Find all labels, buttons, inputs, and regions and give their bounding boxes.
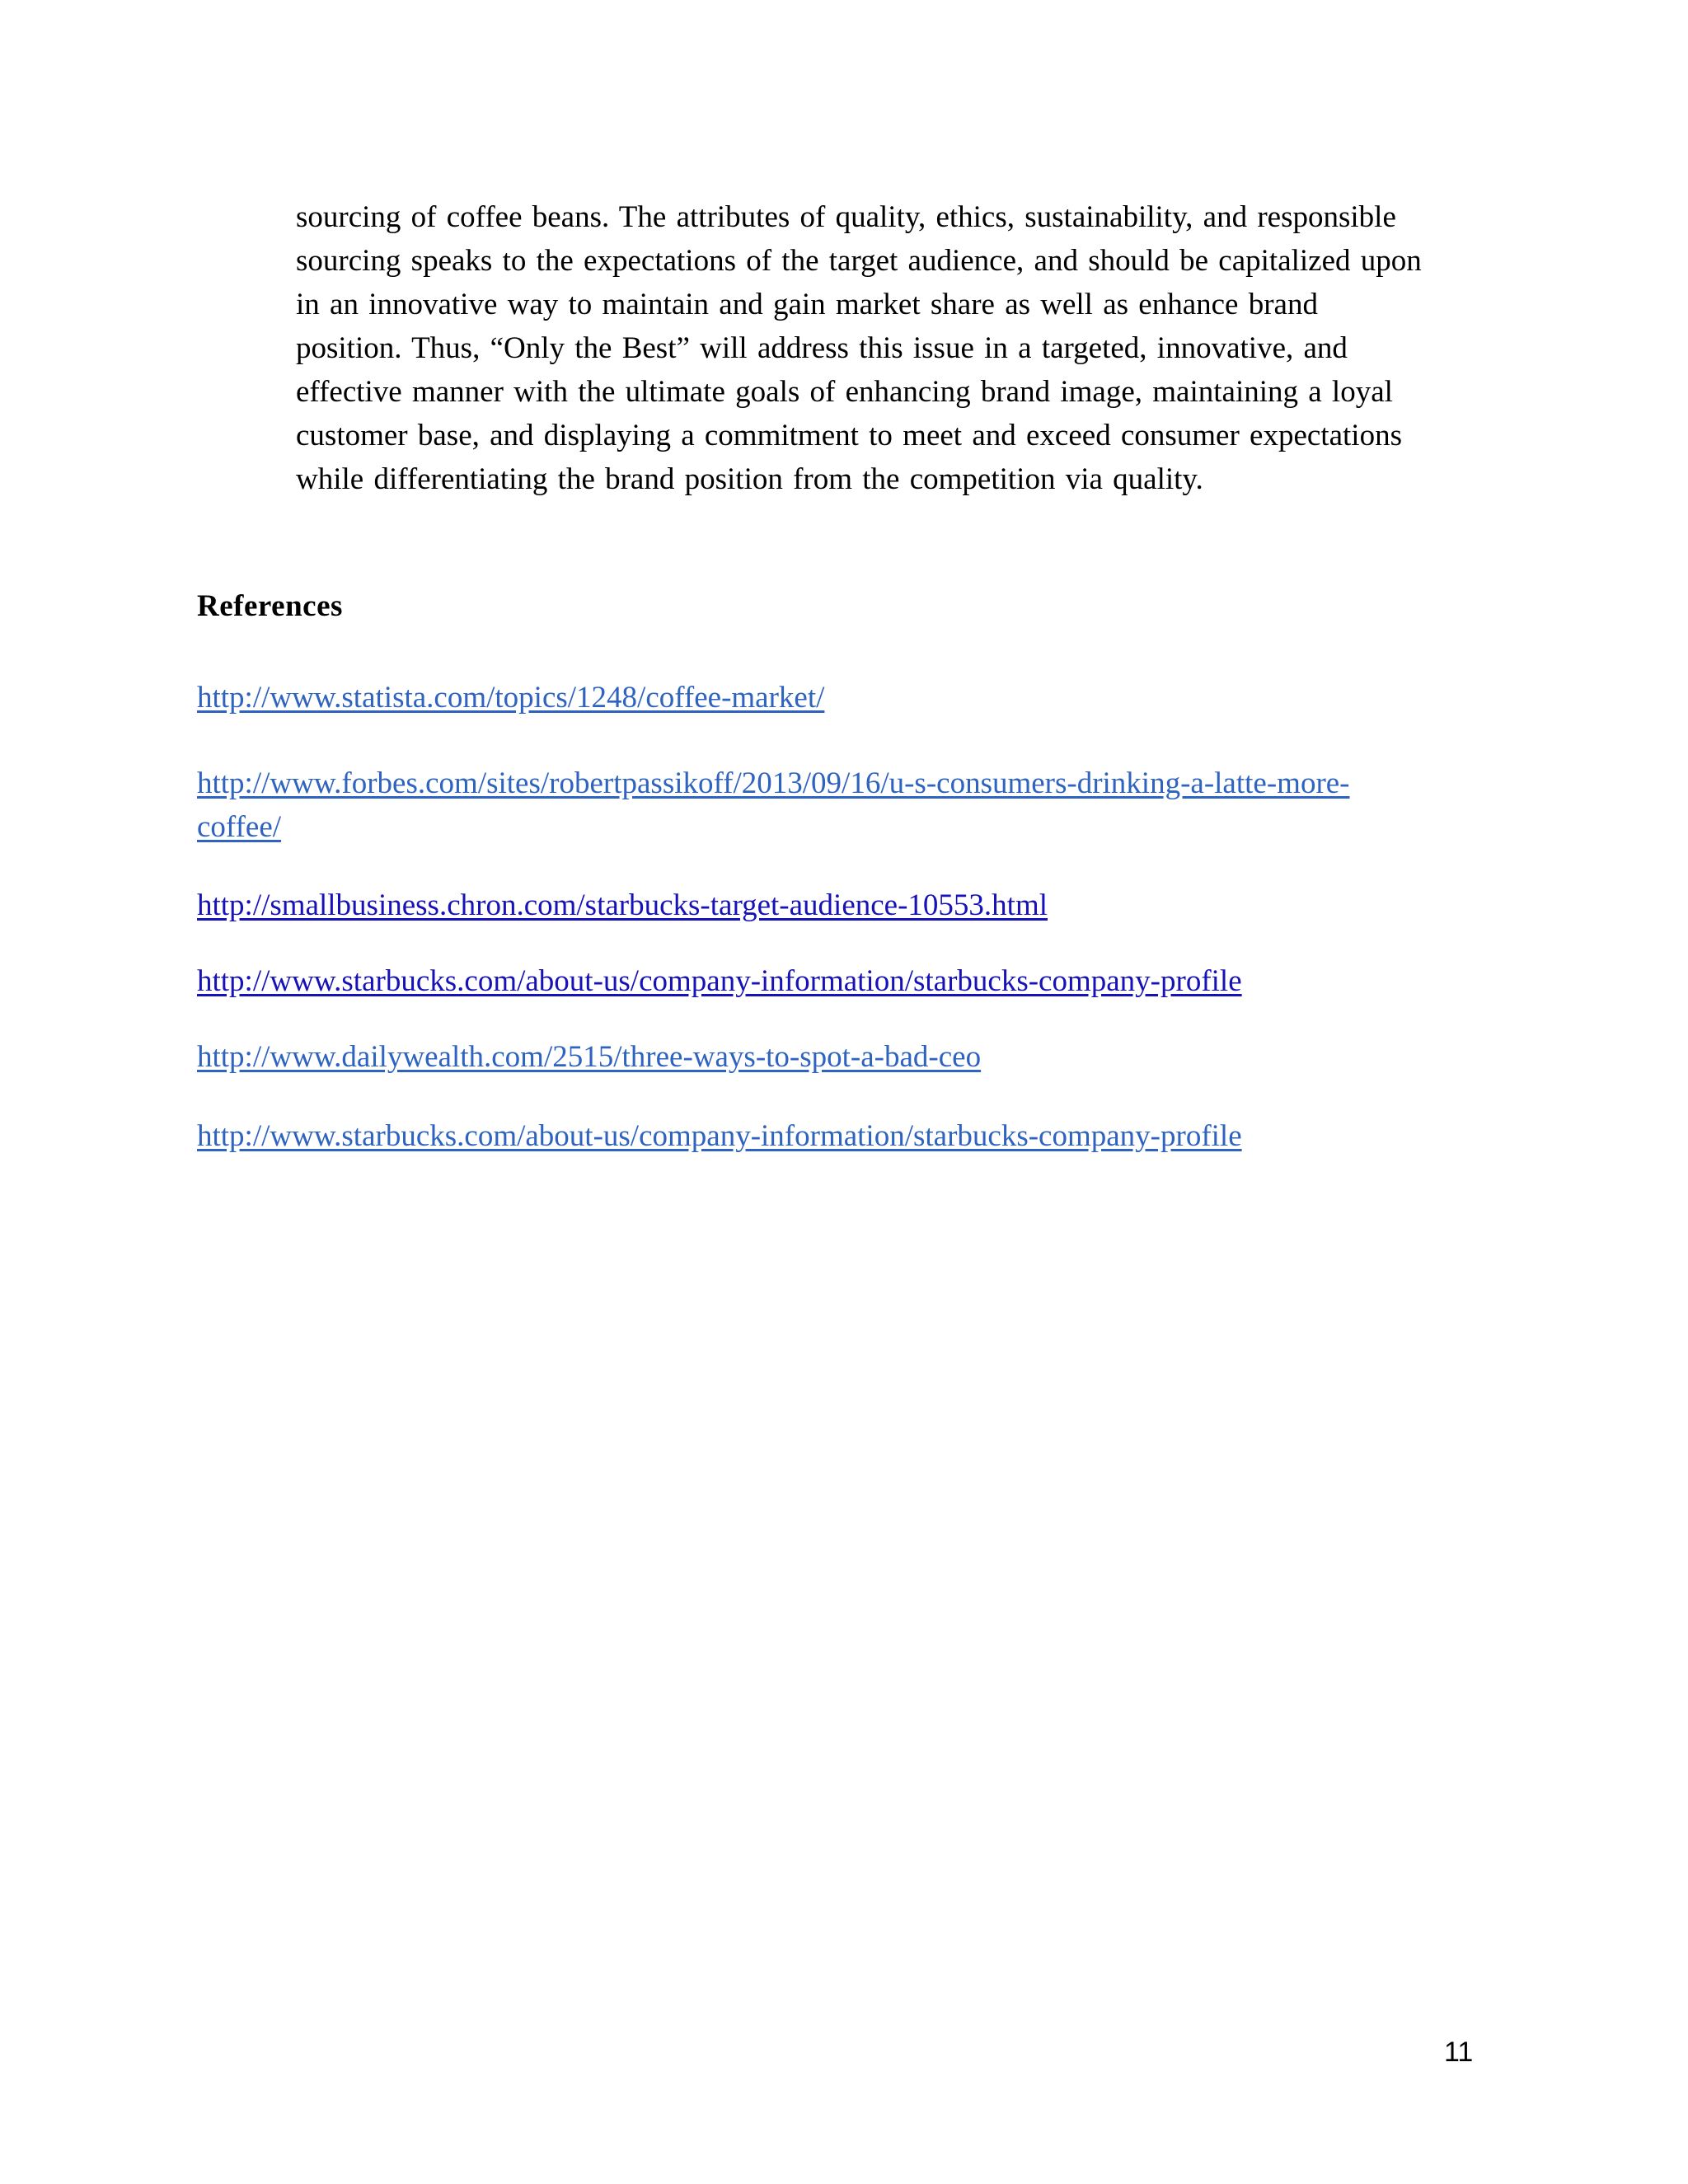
reference-link-dailywealth[interactable] [197,1035,981,1079]
paragraph-line: while differentiating the brand position from the competition via quality. [296,462,1203,496]
reference-link-starbucks-profile[interactable] [197,959,1242,1003]
paragraph-line: in an innovative way to maintain and gain market share as well as enhance brand [296,288,1318,321]
body-paragraph [296,195,1499,501]
paragraph-line: position. Thus, “Only the Best” will address this issue in a targeted, innovative, and [296,331,1348,365]
reference-link-text: http://www.forbes.com/sites/robertpassikoff/2013/09/16/u-s-consumers-drinking-a-latte-more- [197,766,1350,800]
paragraph-line: effective manner with the ultimate goals of enhancing brand image, maintaining a loyal [296,375,1393,409]
reference-link-statista[interactable] [197,676,824,719]
reference-link-text: coffee/ [197,810,282,844]
reference-link-text: http://www.starbucks.com/about-us/company-information/starbucks-company-profile [197,1119,1242,1153]
reference-link-text: http://www.dailywealth.com/2515/three-ways-to-spot-a-bad-ceo [197,1040,982,1074]
reference-link-text: http://www.starbucks.com/about-us/company-information/starbucks-company-profile [197,964,1242,998]
reference-link-text: http://smallbusiness.chron.com/starbucks-target-audience-10553.html [197,888,1048,922]
reference-link-starbucks-profile-2[interactable] [197,1114,1242,1158]
reference-link-chron[interactable] [197,883,1048,927]
reference-link-text: http://www.statista.com/topics/1248/coffee-market/ [197,681,825,715]
paragraph-line: customer base, and displaying a commitment to meet and exceed consumer expectations [296,419,1402,452]
paragraph-line: sourcing of coffee beans. The attributes of quality, ethics, sustainability, and responsible [296,200,1396,234]
reference-link-forbes[interactable] [197,762,1350,849]
paragraph-line: sourcing speaks to the expectations of the target audience, and should be capitalized upon [296,244,1422,278]
page-number: 11 [1444,2036,1474,2068]
references-heading: References [197,589,343,623]
